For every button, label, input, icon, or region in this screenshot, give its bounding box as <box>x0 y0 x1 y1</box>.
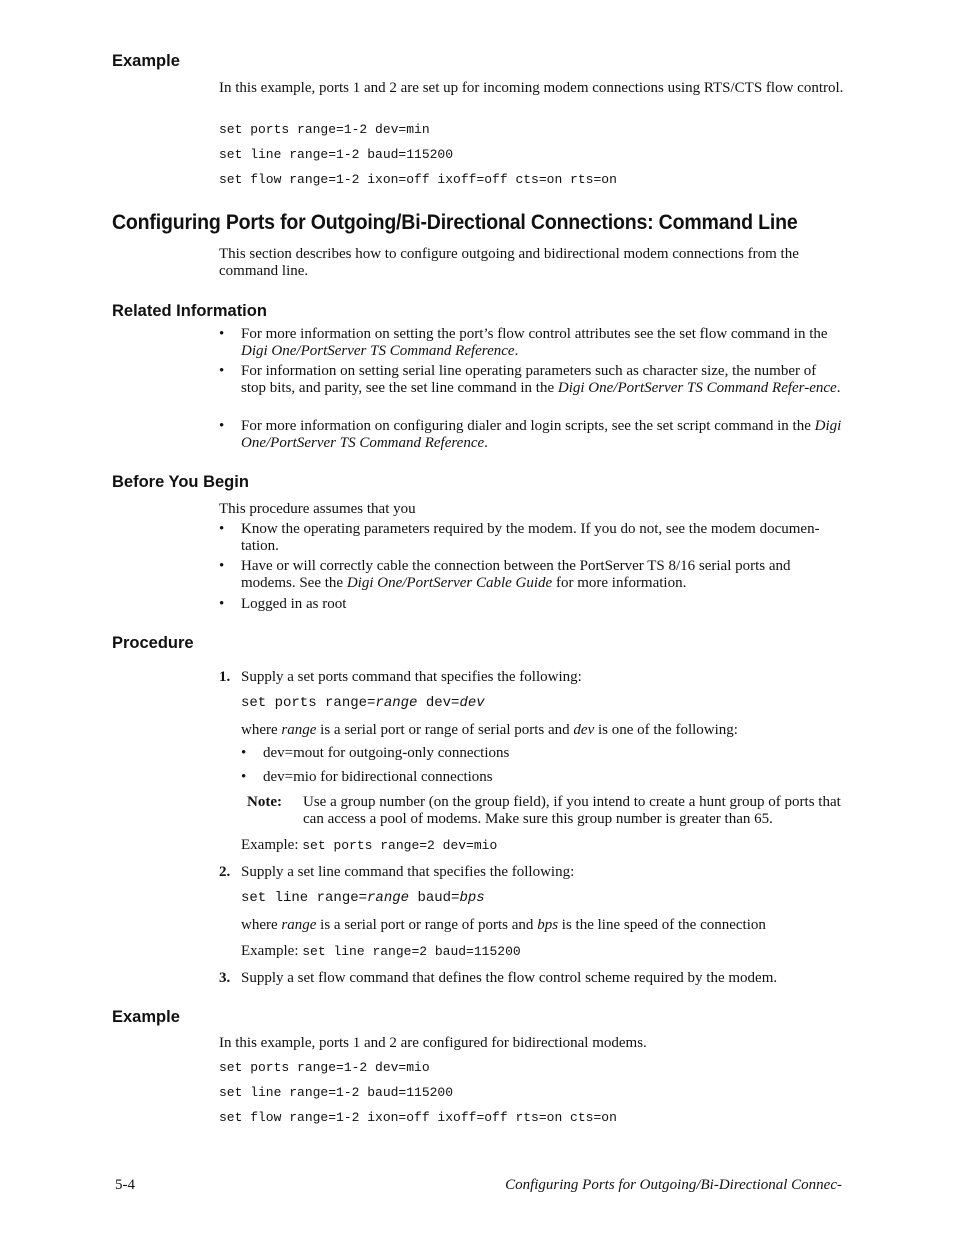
step-text: Supply a set line command that specifies the following: <box>241 864 575 880</box>
example-label: Example: <box>241 837 303 853</box>
syntax-part: baud= <box>409 890 460 906</box>
related-heading: Related Information <box>112 302 267 320</box>
item-text: For more information on configuring dialer and login scripts, see the set script command in the <box>241 418 815 434</box>
syntax-param: bps <box>459 890 485 906</box>
example-label: Example: <box>241 943 303 959</box>
code-line: set ports range=1-2 dev=mio <box>219 1060 430 1075</box>
example-code: set ports range=2 dev=mio <box>302 838 498 853</box>
syntax-line <box>241 695 485 711</box>
syntax-param: range <box>375 695 418 711</box>
reference-title: Digi One/PortServer TS Command Refer-ence <box>557 380 837 396</box>
example-heading: Example <box>112 52 180 70</box>
syntax-part: dev= <box>417 695 460 711</box>
note-text: Use a group number (on the group field), if you intend to create a hunt group of ports that can access a pool of modems. Make sure this group number is greater than 65. <box>303 794 841 827</box>
bullet: • <box>219 596 225 612</box>
bullet: • <box>219 418 225 434</box>
bullet: • <box>219 363 225 379</box>
step-text: Supply a set ports command that specifies the following: <box>241 669 582 685</box>
before-intro: This procedure assumes that you <box>219 501 416 517</box>
example-intro: In this example, ports 1 and 2 are set up for incoming modem connections using RTS/CTS flow control. <box>219 80 844 96</box>
syntax-part: set line range= <box>241 890 368 906</box>
step-example <box>241 837 841 854</box>
bullet: • <box>219 326 225 342</box>
option-text: dev=mout for outgoing-only connections <box>263 745 510 761</box>
item-text-end: . <box>514 343 519 359</box>
code-line: set flow range=1-2 ixon=off ixoff=off rts=on cts=on <box>219 1110 617 1125</box>
running-footer-title: Configuring Ports for Outgoing/Bi-Directional Connec- <box>505 1177 842 1193</box>
section-intro: This section describes how to configure outgoing and bidirectional modem connections from the command line. <box>219 246 799 279</box>
step-number: 1. <box>219 669 231 685</box>
item-text-end: . <box>836 380 841 396</box>
step-text: Supply a set flow command that defines the flow control scheme required by the modem. <box>241 970 778 986</box>
code-line: set flow range=1-2 ixon=off ixoff=off cts=on rts=on <box>219 172 617 187</box>
before-heading: Before You Begin <box>112 473 249 491</box>
section-title: Configuring Ports for Outgoing/Bi-Directional Connections: Command Line <box>112 211 798 234</box>
step-example <box>241 943 841 960</box>
item-text: For information on setting serial line operating parameters such as character size, the number of stop bits, and parity, see the set line command in the <box>241 363 817 396</box>
step-number: 3. <box>219 970 231 986</box>
note-label: Note: <box>247 794 282 810</box>
code-line: set ports range=1-2 dev=min <box>219 122 430 137</box>
syntax-part: set ports range= <box>241 695 376 711</box>
item-text-end: . <box>484 435 488 451</box>
where-text: where range is a serial port or range of serial ports and dev is one of the following: <box>241 722 738 738</box>
item-text: For more information on setting the port’s flow control attributes see the set flow command in the <box>241 326 828 342</box>
step-number: 2. <box>219 864 231 880</box>
procedure-heading: Procedure <box>112 634 194 652</box>
item-text-end: for more information. <box>552 575 687 591</box>
where-text: where range is a serial port or range of ports and bps is the line speed of the connection <box>241 917 766 933</box>
reference-title: Digi One/PortServer Cable Guide <box>346 575 553 591</box>
item-text: Have or will correctly cable the connection between the PortServer TS 8/16 serial ports and modems. See the <box>241 558 791 591</box>
code-line: set line range=1-2 baud=115200 <box>219 147 454 162</box>
code-line: set line range=1-2 baud=115200 <box>219 1085 454 1100</box>
item-text: Logged in as root <box>241 596 347 612</box>
example-heading: Example <box>112 1008 180 1026</box>
bullet: • <box>219 558 225 574</box>
example-code: set line range=2 baud=115200 <box>302 944 521 959</box>
item-text: Know the operating parameters required by the modem. If you do not, see the modem documen-tation. <box>241 521 820 554</box>
bullet: • <box>241 745 247 761</box>
bullet: • <box>241 769 247 785</box>
reference-title: Digi One/PortServer TS Command Reference <box>241 343 515 359</box>
option-text: dev=mio for bidirectional connections <box>263 769 493 785</box>
page-number: 5-4 <box>115 1177 135 1193</box>
syntax-param: dev <box>459 695 485 711</box>
reference-title: Digi One/PortServer TS Command Reference <box>241 418 842 451</box>
example-intro: In this example, ports 1 and 2 are configured for bidirectional modems. <box>219 1035 647 1051</box>
bullet: • <box>219 521 225 537</box>
syntax-line <box>241 890 485 906</box>
syntax-param: range <box>367 890 410 906</box>
